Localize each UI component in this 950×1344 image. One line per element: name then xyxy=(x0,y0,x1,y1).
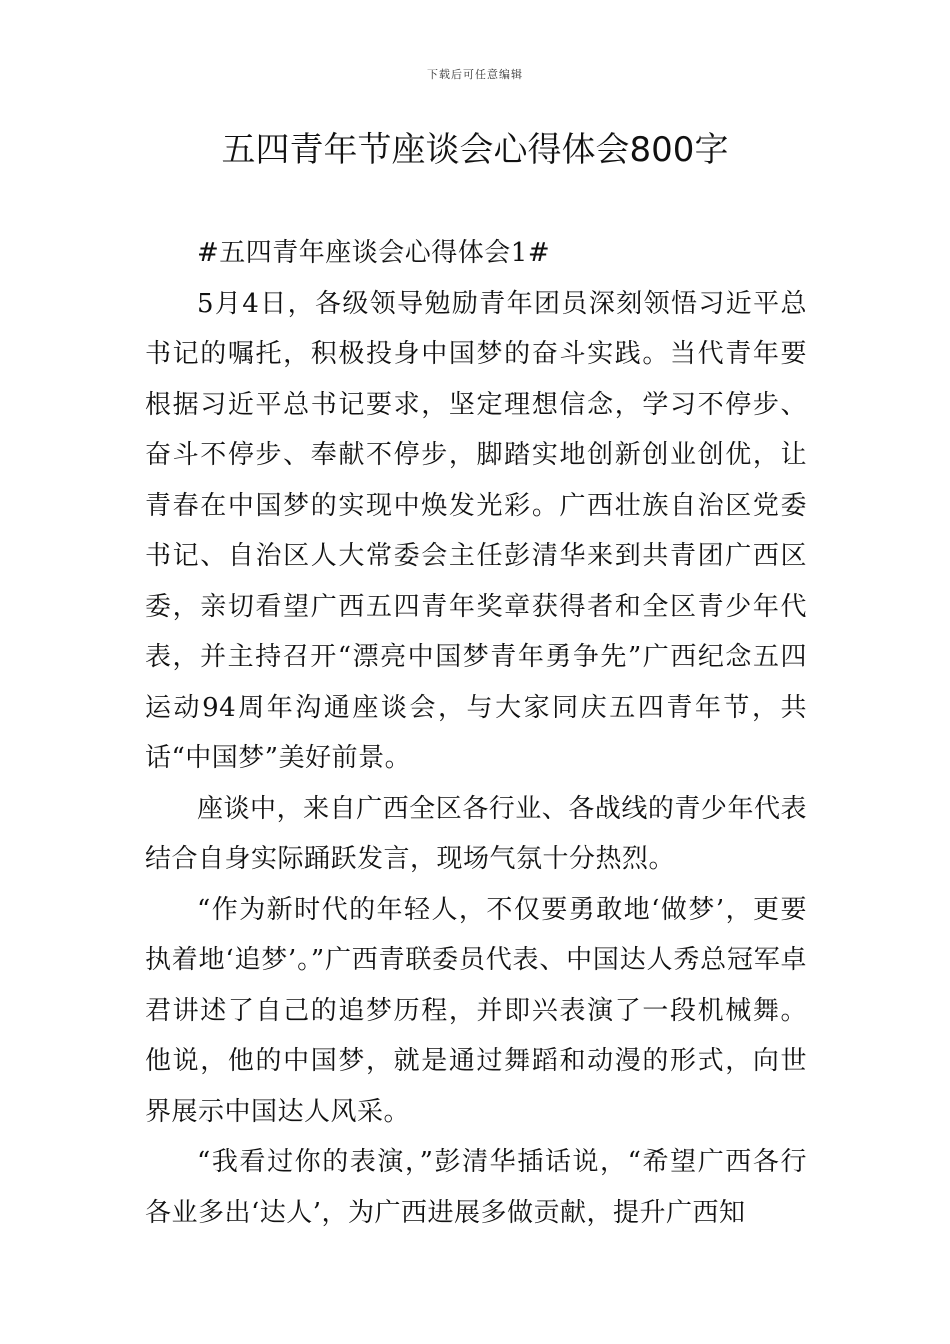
header-note: 下载后可任意编辑 xyxy=(427,68,523,81)
paragraph: “作为新时代的年轻人，不仅要勇敢地‘做梦’，更要执着地‘追梦’。”广西青联委员代表、中国达人秀总冠军卓君讲述了自己的追梦历程，并即兴表演了一段机械舞。他说，他的中国梦，就是通过舞蹈和动漫的形式，向世界展示中国达人风采。 xyxy=(145,894,807,1127)
section-subheading: #五四青年座谈会心得体会1# xyxy=(197,238,551,268)
paragraph: 5月4日，各级领导勉励青年团员深刻领悟习近平总书记的嘱托，积极投身中国梦的奋斗实践。当代青年要根据习近平总书记要求，坚定理想信念，学习不停步、奋斗不停步、奉献不停步，脚踏实地创新创业创优，让青春在中国梦的实现中焕发光彩。广西壮族自治区党委书记、自治区人大常委会主任彭清华来到共青团广西区委，亲切看望广西五四青年奖章获得者和全区青少年代表，并主持召开“漂亮中国梦青年勇争先”广西纪念五四运动94周年沟通座谈会，与大家同庆五四青年节，共话“中国梦”美好前景。 xyxy=(145,288,807,773)
document-body xyxy=(145,228,807,1238)
paragraph: 座谈中，来自广西全区各行业、各战线的青少年代表结合自身实际踊跃发言，现场气氛十分热烈。 xyxy=(145,793,807,874)
paragraph: “我看过你的表演，”彭清华插话说，“希望广西各行各业多出‘达人’，为广西进展多做贡献，提升广西知 xyxy=(145,1147,807,1228)
document-title: 五四青年节座谈会心得体会800字 xyxy=(221,130,729,170)
